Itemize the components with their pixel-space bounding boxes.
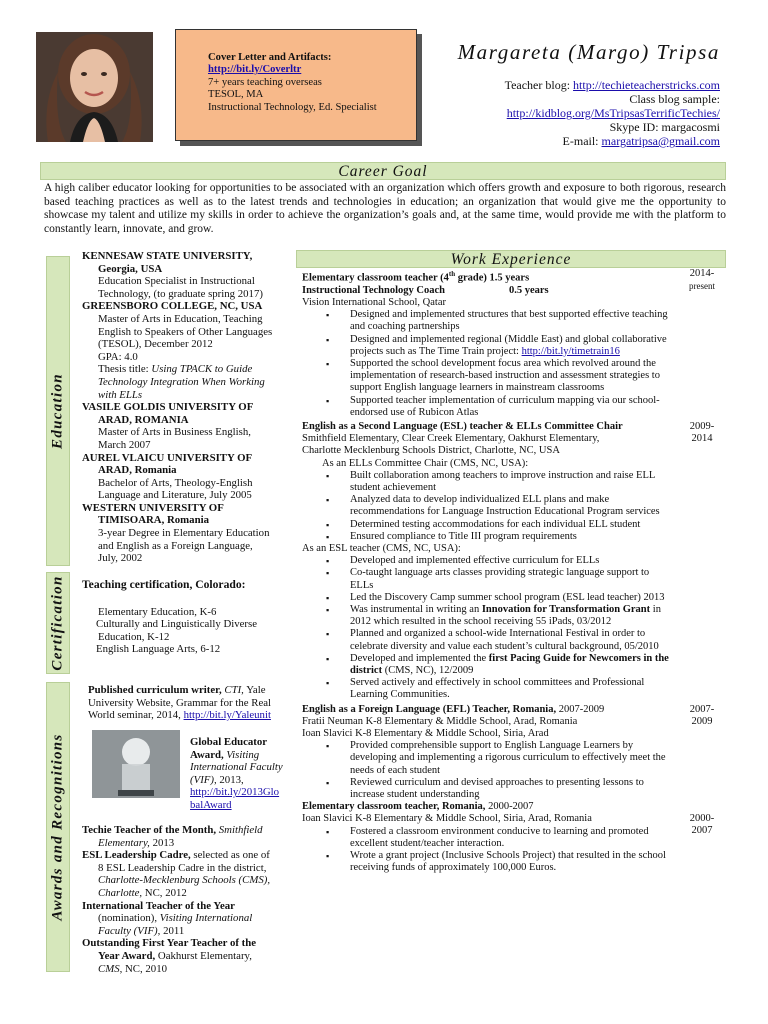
job-title-text: Elementary classroom teacher, Romania,	[302, 801, 486, 813]
duty-highlight: Innovation for Transformation Grant	[481, 603, 651, 615]
award-org: Charlotte,	[98, 886, 143, 899]
duty-item	[302, 334, 672, 358]
education-entry	[82, 300, 294, 401]
global-award-link[interactable]: http://bit.ly/2013Glo	[190, 786, 280, 799]
award-year: 2013	[152, 836, 175, 849]
duty-item: ▪ Reviewed curriculum and devised approaches to presenting lessons to increase student understanding	[302, 777, 672, 801]
work-experience-title: Work Experience	[450, 251, 572, 268]
career-goal-text: A high caliber educator looking for opportunities to be associated with an organization which offers growth and exposure to both rigorous, research based teaching practices as well as to the latest trends and technologies in education; an organization that would give me the opportunity to showcase my talent and utilize my skills in order to achieve the organization’s goals and, at the same time, would provide me with the platform to constantly learn, innovate, and grow.	[44, 182, 726, 235]
award-org: Elementary,	[98, 836, 150, 849]
cover-letter-link[interactable]: http://bit.ly/Coverltr	[208, 64, 302, 76]
duty-item	[302, 604, 672, 628]
duty-text: Developed and implemented the	[350, 652, 489, 664]
job-years	[678, 268, 726, 292]
institution-name: WESTERN UNIVERSITY OF	[82, 501, 224, 514]
institution-location: TIMISOARA, Romania	[98, 514, 209, 527]
award-org: CTI,	[224, 684, 244, 696]
job-years-end: 2014	[691, 433, 713, 445]
work-experience-list	[302, 268, 726, 874]
duty-item: ▪ Supported teacher implementation of curriculum mapping via our school-endorsed use of Rubicon Atlas	[302, 395, 672, 419]
institution-name: AUREL VLAICU UNIVERSITY OF	[82, 451, 253, 464]
duty-item: ▪ Planned and organized a school-wide International Festival in order to celebrate diversity and value each student’s cultural background, 05/2010	[302, 628, 672, 652]
award-text: selected as one of	[193, 849, 270, 862]
award-title: Year Award,	[98, 949, 156, 962]
award-title: Published curriculum writer,	[88, 684, 222, 696]
job-place: Charlotte Mecklenburg Schools District, Charlotte, NC, USA	[302, 445, 560, 457]
institution-location: ARAD, ROMANIA	[98, 413, 189, 426]
award-text: NC, 2012	[144, 886, 187, 899]
blog-label: Teacher blog:	[504, 78, 574, 92]
education-entry	[82, 250, 294, 300]
cover-line: 7+ years teaching overseas	[208, 76, 322, 88]
portrait-image	[36, 32, 153, 142]
job-duties	[302, 555, 726, 701]
award-published	[88, 684, 294, 722]
thesis-label: Thesis title:	[98, 363, 152, 376]
job-duties	[302, 740, 726, 801]
role-heading: As an ESL teacher (CMS, NC, USA):	[302, 542, 461, 554]
award-org: Visiting International	[159, 912, 253, 925]
duty-item: ▪ Led the Discovery Camp summer school program (ESL lead teacher) 2013	[302, 592, 672, 604]
job-duties	[302, 309, 726, 419]
job-place: Ioan Slavici K-8 Elementary & Middle School, Siria, Arad, Romania	[302, 813, 592, 825]
award-title: Techie Teacher of the Month,	[82, 824, 217, 836]
job-title-text: 0.5 years	[508, 284, 549, 296]
duty-text: Was instrumental in writing an	[350, 603, 482, 615]
certification-item: Elementary Education, K-6	[98, 605, 217, 618]
duty-item: ▪ Provided comprehensible support to English Language Learners by developing and implementing a rigorous curriculum to effectively meet the needs of each student	[302, 740, 672, 777]
certification-heading: Teaching certification, Colorado:	[82, 578, 246, 591]
certification-item: English Language Arts, 6-12	[96, 643, 221, 656]
degree-line: July, 2002	[98, 552, 143, 565]
duty-item: ▪ Determined testing accommodations for each individual ELL student	[302, 519, 672, 531]
certification-label: Certification	[49, 575, 66, 671]
thesis-line	[82, 363, 294, 376]
duty-item	[302, 653, 672, 677]
global-award-link[interactable]: balAward	[190, 798, 232, 811]
degree-line: Education Specialist in Instructional	[98, 275, 255, 288]
teacher-blog-link[interactable]: http://techieteacherstricks.com	[573, 78, 720, 92]
award-org: CMS,	[98, 962, 123, 975]
award-title: Global Educator	[190, 736, 268, 748]
award-list	[82, 824, 294, 975]
duty-item: ▪ Ensured compliance to Title III program requirements	[302, 531, 672, 543]
job-years-end: 2007	[691, 825, 713, 837]
cover-line: Instructional Technology, Ed. Specialist	[208, 101, 377, 113]
award-title: Award,	[190, 748, 224, 761]
duty-text: (CMS, NC), 12/2009	[382, 665, 474, 676]
degree-line: Bachelor of Arts, Theology-English	[98, 476, 253, 489]
certification-list	[82, 579, 294, 656]
award-text: Oakhurst Elementary,	[157, 949, 252, 962]
education-list	[82, 250, 294, 565]
degree-line: Master of Arts in Education, Teaching	[98, 312, 263, 325]
job-title-text: 2007-2009	[556, 703, 605, 715]
degree-line: Master of Arts in Business English,	[98, 426, 251, 439]
degree-line: GPA: 4.0	[98, 350, 138, 363]
job-years	[678, 704, 726, 728]
job-title-text: English as a Foreign Language (EFL) Teacher, Romania,	[302, 703, 557, 715]
education-section-bar	[46, 256, 70, 566]
job-title	[302, 285, 726, 297]
person-name: Margareta (Margo) Tripsa	[457, 40, 720, 64]
duty-item: ▪ Served actively and effectively in school committees and Professional Learning Communities.	[302, 677, 672, 701]
duty-item: ▪ Developed and implemented effective curriculum for ELLs	[302, 555, 672, 567]
degree-line: Technology, (to graduate spring 2017)	[98, 287, 263, 300]
trophy-icon	[92, 730, 180, 798]
duty-highlight: first Pacing Guide for Newcomers in the district	[350, 652, 669, 676]
job-title	[302, 704, 726, 716]
degree-line: 3-year Degree in Elementary Education	[98, 527, 270, 540]
job-title	[302, 801, 726, 813]
award-org: Charlotte-Mecklenburg Schools (CMS),	[98, 874, 271, 887]
job-title: English as a Second Language (ESL) teacher & ELLs Committee Chair	[302, 420, 623, 432]
institution-location: Georgia, USA	[98, 262, 163, 275]
education-entry	[82, 401, 294, 451]
thesis-title: Technology Integration When Working	[98, 375, 265, 388]
class-blog-link[interactable]: http://kidblog.org/MsTripsasTerrificTechies/	[506, 106, 720, 120]
duty-item: ▪ Analyzed data to develop individualized ELL plans and make recommendations for Language Instruction Educational Program services	[302, 494, 672, 518]
job-title	[302, 268, 726, 285]
duty-item: ▪ Built collaboration among teachers to improve instruction and raise ELL student achievement	[302, 470, 672, 494]
job-duties	[302, 470, 726, 543]
thesis-title: Using TPACK to Guide	[151, 363, 253, 376]
award-year: 2011	[163, 924, 185, 937]
award-org: Faculty (VIF),	[98, 924, 161, 937]
degree-line: March 2007	[98, 438, 151, 451]
job-place: Fratii Neuman K-8 Elementary & Middle School, Arad, Romania	[302, 715, 578, 727]
award-title: Outstanding First Year Teacher of the	[82, 937, 257, 950]
thesis-line	[82, 376, 294, 389]
award-org: Smithfield	[218, 824, 263, 836]
job-years	[678, 421, 726, 445]
time-train-link[interactable]: http://bit.ly/timetrain16	[521, 345, 620, 357]
job-place: Smithfield Elementary, Clear Creek Elementary, Oakhurst Elementary,	[302, 433, 600, 445]
job-years-start: 2009-	[689, 420, 715, 432]
institution-name: VASILE GOLDIS UNIVERSITY OF	[82, 401, 254, 414]
award-text: University Website, Grammar for the Real	[88, 696, 272, 709]
job-entry	[302, 421, 726, 702]
award-year: 2013,	[219, 773, 244, 786]
award-global-educator	[190, 736, 300, 812]
degree-line: and English as a Foreign Language,	[98, 539, 253, 552]
award-text: World seminar, 2014,	[88, 709, 181, 722]
institution-name: KENNESAW STATE UNIVERSITY,	[82, 250, 253, 262]
award-org: (VIF),	[190, 773, 217, 786]
duty-item: ▪ Co-taught language arts classes providing strategic language support to ELLs	[302, 567, 672, 591]
job-duties	[302, 826, 726, 875]
award-trophy-image	[92, 730, 180, 798]
job-title-text: Instructional Technology Coach	[302, 284, 445, 296]
duty-text: in 2012 which resulted in the school receiving 55 iPads, 03/2012	[350, 603, 661, 628]
work-experience-heading	[296, 250, 726, 268]
certification-section-bar	[46, 572, 70, 674]
degree-line: (TESOL), December 2012	[98, 338, 213, 351]
cover-title: Cover Letter and Artifacts:	[208, 52, 332, 63]
award-text: 8 ESL Leadership Cadre in the district,	[98, 861, 267, 874]
award-title: International Teacher of the Year	[82, 899, 235, 912]
award-text: Yale	[246, 684, 266, 696]
duty-item: ▪ Fostered a classroom environment conducive to learning and promoted excellent student/teacher interaction.	[302, 826, 672, 850]
duty-item: ▪ Designed and implemented structures that best supported effective teaching and coaching partnerships	[302, 309, 672, 333]
thesis-line	[82, 389, 294, 402]
job-years-start: 2000-	[689, 813, 715, 825]
skype-id: Skype ID: margacosmi	[609, 120, 720, 134]
job-place: Ioan Slavici K-8 Elementary & Middle School, Siria, Arad	[302, 728, 549, 740]
profile-photo	[36, 32, 153, 142]
award-org: Visiting	[226, 748, 260, 761]
education-label: Education	[49, 373, 66, 449]
awards-label: Awards and Recognitions	[49, 733, 66, 921]
duty-text: Designed and implemented regional (Middle East) and global collaborative projects such as The Time Train project:	[350, 333, 667, 357]
job-place: Vision International School, Qatar	[302, 296, 447, 308]
class-blog-label: Class blog sample:	[629, 92, 720, 106]
job-years-end: present	[689, 281, 715, 292]
cover-letter-box	[175, 29, 417, 141]
job-years-start: 2014-	[689, 268, 715, 279]
duty-item: ▪ Wrote a grant project (Inclusive Schools Project) that resulted in the school receiving funds of approximately 100,000 Euros.	[302, 850, 672, 874]
award-org: International Faculty	[190, 761, 283, 774]
job-years-end: 2009	[691, 715, 713, 727]
job-years	[678, 813, 726, 837]
job-title-text: 2000-2007	[485, 801, 534, 813]
career-goal-heading	[40, 162, 726, 180]
education-entry	[82, 502, 294, 565]
institution-location: ARAD, Romania	[98, 464, 177, 477]
contact-info	[505, 78, 720, 148]
award-title: ESL Leadership Cadre,	[82, 849, 191, 862]
institution-name: GREENSBORO COLLEGE, NC, USA	[82, 300, 263, 313]
job-title-text: Elementary classroom teacher (4	[302, 272, 449, 284]
job-title-sup: th	[448, 270, 456, 278]
yale-unit-link[interactable]: http://bit.ly/Yaleunit	[183, 709, 271, 722]
email-link[interactable]: margatripsa@gmail.com	[601, 134, 720, 148]
degree-line: Language and Literature, July 2005	[98, 489, 252, 502]
duty-item: ▪ Supported the school development focus area which revolved around the implementation of research-based instruction and assessment strategies to support English language learners in mainstream classrooms	[302, 358, 672, 395]
thesis-title: with ELLs	[98, 388, 143, 401]
job-entry	[302, 704, 726, 802]
role-heading: As an ELLs Committee Chair (CMS, NC, USA):	[322, 457, 529, 469]
education-entry	[82, 452, 294, 502]
cover-line: TESOL, MA	[208, 89, 264, 101]
job-entry	[302, 801, 726, 874]
certification-item: Education, K-12	[98, 630, 170, 643]
awards-section-bar	[46, 682, 70, 972]
certification-item: Culturally and Linguistically Diverse	[96, 618, 258, 631]
award-text: NC, 2010	[125, 962, 167, 975]
email-label: E-mail:	[562, 134, 602, 148]
career-goal-title: Career Goal	[338, 163, 428, 180]
award-text: (nomination),	[98, 912, 158, 925]
job-title-text: grade) 1.5 years	[455, 272, 530, 284]
job-years-start: 2007-	[689, 703, 715, 715]
job-entry	[302, 268, 726, 419]
degree-line: English to Speakers of Other Languages	[98, 325, 273, 338]
